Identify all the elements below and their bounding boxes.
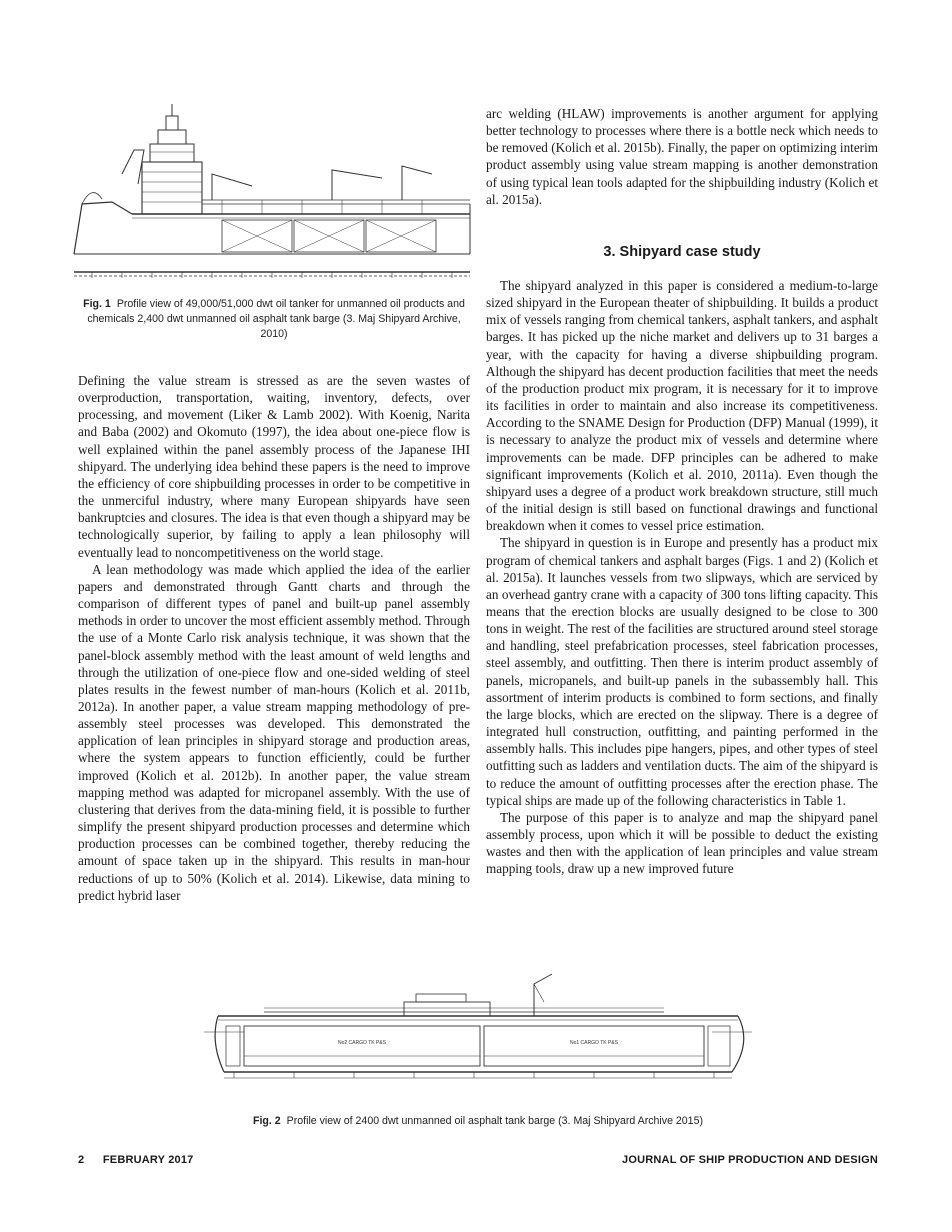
fig1-caption-text: Profile view of 49,000/51,000 dwt oil tanker for unmanned oil products and chemicals 2,400 dwt unmanned oil asphalt tank barge (3. Maj Shipyard Archive, 2010) xyxy=(87,298,465,340)
paragraph: The shipyard analyzed in this paper is considered a medium-to-large sized shipyard in the European theater of shipbuilding. It builds a product mix of vessels ranging from chemical tankers, asphalt tankers, and asphalt barges. It has picked up the niche market and delivers up to 31 barges a year, with the capacity for having a diverse shipbuilding program. Although the shipyard has decent production facilities that meet the needs of the production product mix program, it is necessary for it to improve its facilities in order to maintain and also increase its competitiveness. According to the SNAME Design for Production (DFP) Manual (1999), it is necessary to analyze the product mix of vessels and determine where improvements can be made. DFP principles can be adhered to make significant improvements (Kolich et al. 2010, 2011a). Even though the shipyard uses a degree of a product work breakdown structure, still much of the initial design is still based on functional drawings and functional breakdown when it comes to vessel price estimation. xyxy=(486,278,878,534)
paragraph: Defining the value stream is stressed as are the seven wastes of overproduction, transportation, waiting, inventory, defects, over processing, and movement (Liker & Lamb 2002). With Koenig, Narita and Baba (2002) and Okomuto (1997), the idea about one-piece flow is well explained within the panel assembly process of the Japanese IHI shipyard. The underlying idea behind these papers is the need to improve the efficiency of core shipbuilding processes in order to be competitive in the unmerciful industry, where many European shipyards have seen bankruptcies and closures. The idea is that even though a shipyard may be technologically superior, by failing to apply a lean philosophy will eventually lead to noncompetitiveness on the world stage. xyxy=(78,373,470,560)
fig1-caption xyxy=(78,297,470,342)
paragraph: The purpose of this paper is to analyze and map the shipyard panel assembly process, upon which it will be possible to deduct the existing wastes and then with the application of lean principles and value stream mapping tools, draw up a new improved future xyxy=(486,809,878,877)
section-heading: 3. Shipyard case study xyxy=(603,244,761,260)
paragraph: arc welding (HLAW) improvements is another argument for applying better technology to processes where there is a bottle neck which needs to be removed (Kolich et al. 2015b). Finally, the paper on optimizing interim product assembly using value stream mapping is another demonstration of using typical lean tools adapted for the shipbuilding industry (Kolich et al. 2015a). xyxy=(486,106,878,207)
left-column xyxy=(78,372,470,904)
footer-left xyxy=(78,1154,194,1166)
fig2-caption-text: Profile view of 2400 dwt unmanned oil asphalt tank barge (3. Maj Shipyard Archive 2015) xyxy=(286,1115,703,1127)
fig2-tank-label: No1 CARGO TK P&S xyxy=(570,1040,618,1046)
paragraph: A lean methodology was made which applied the idea of the earlier papers and demonstrated through Gantt charts and through the comparison of different types of panel and built-up panel assembly methods in order to uncover the most efficient assembly method. Through the use of a Monte Carlo risk analysis technique, it was shown that the panel-block assembly method with the least amount of weld lengths and through the utilization of one-piece flow and one-sided welding of steel plates results in the fewest number of man-hours (Kolich et al. 2011b, 2012a). In another paper, a value stream mapping methodology of pre-assembly steel processes was developed. This demonstrated the application of lean principles in shipyard storage and production areas, where the system appears to function efficiently, could be further improved (Kolich et al. 2012b). In another paper, the value stream mapping method was adapted for micropanel assembly. With the use of clustering that derives from the data-mining field, it is possible to further simplify the present shipyard production processes and determine which production processes can be combined together, thereby reducing the amount of space taken up in the shipyard. This results in man-hour reductions of up to 50% (Kolich et al. 2014). Likewise, data mining to predict hybrid laser xyxy=(78,561,470,903)
fig2-drawing xyxy=(204,972,752,1088)
fig2-caption xyxy=(78,1114,878,1129)
fig2-tank-label: No2 CARGO TK P&S xyxy=(338,1040,386,1046)
fig2-label: Fig. 2 xyxy=(252,1115,281,1127)
paragraph: The shipyard in question is in Europe and presently has a product mix program of chemical tankers and asphalt barges (Figs. 1 and 2) (Kolich et al. 2015a). It launches vessels from two slipways, which are serviced by an overhead gantry crane with a capacity of 300 tons lifting capacity. This means that the erection blocks are usually designed to be close to 300 tons in weight. The rest of the facilities are structured around steel storage and handling, steel prefabrication processes, steel fabrication processes, steel assembly, and outfitting. Then there is interim product assembly of panels, micropanels, and built-up panels in the subassembly hall. This assortment of interim products is combined to form sections, and finally the large blocks, which are erected on the slipway. There is a degree of integrated hull construction, outfitting, and painting performed in the assembly halls. This includes pipe hangers, pipes, and other types of steel outfitting such as ladders and ventilation ducts. The aim of the shipyard is to reduce the amount of outfitting processes after the erection phase. The typical ships are made up of the following characteristics in Table 1. xyxy=(486,535,878,808)
fig1-label: Fig. 1 xyxy=(83,298,111,310)
right-column xyxy=(486,277,878,877)
fig1-drawing xyxy=(72,104,472,284)
issue-date: FEBRUARY 2017 xyxy=(102,1154,194,1166)
right-column-top xyxy=(486,105,878,208)
page-number: 2 xyxy=(78,1154,85,1166)
journal-title: JOURNAL OF SHIP PRODUCTION AND DESIGN xyxy=(622,1154,878,1166)
